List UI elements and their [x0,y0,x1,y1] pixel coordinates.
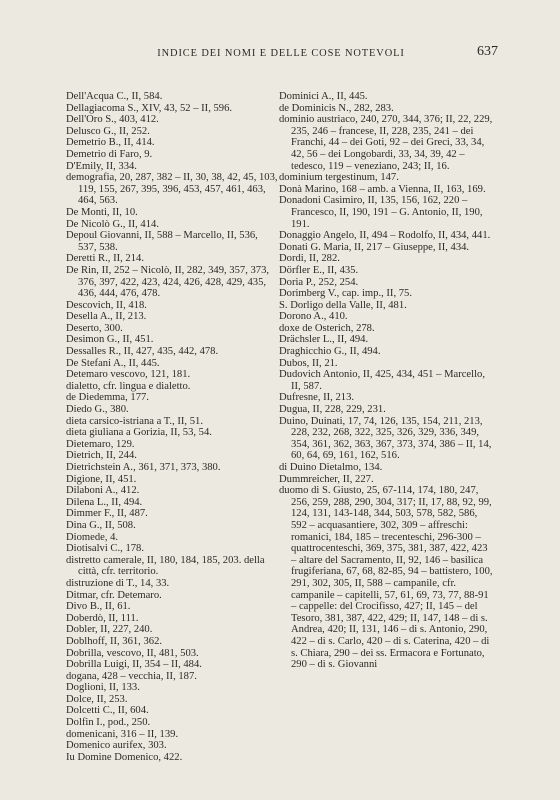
index-entry: Dobrilla Luigi, II, 354 – II, 484. [66,659,202,671]
index-entry: Dimmer F., II, 487. [66,508,148,520]
index-entry: di Duino Dietalmo, 134. [279,462,383,473]
index-entry: Depoul Giovanni, II, 588 – Marcello, II, 536, 537, 538. [66,230,258,253]
index-entry: Donati G. Maria, II, 217 – Giuseppe, II, 434. [279,241,470,253]
index-entry: Digione, II, 451. [66,473,137,485]
index-entry: Dilaboni A., 412. [66,485,140,497]
index-entry: Dietrichstein A., 361, 371, 373, 380. [66,462,221,473]
index-entry: De Nicolò G., II, 414. [66,218,159,230]
index-entry: Deretti R., II, 214. [66,253,144,265]
index-entry: Dolcetti C., II, 604. [66,705,149,717]
index-entry: doxe de Osterich, 278. [279,322,375,334]
index-entry: dominio austriaco, 240, 270, 344, 376; II, 22, 229, 235, 246 – francese, II, 228, 235, 241 – dei Franchi, 44 – dei Goti, 92 – dei Greci, 33, 34, 42, 56 – dei Longobardi, 33, 34, 39, 42 – tedesco, 119 – veneziano, 243; II, 16. [279,114,493,172]
index-entry: Dessalles R., II, 427, 435, 442, 478. [66,346,219,358]
index-entry: Dummreicher, II, 227. [279,473,374,485]
index-entry: Doria P., 252, 254. [279,276,359,288]
index-entry: Dellagiacoma S., XIV, 43, 52 – II, 596. [66,102,233,114]
index-entry: de Dominicis N., 282, 283. [279,102,394,114]
index-entry: de Diedemma, 177. [66,392,149,404]
index-entry: Dugua, II, 228, 229, 231. [279,404,386,416]
index-entry: D'Emily, II, 334. [66,160,137,172]
page-number: 637 [477,44,498,59]
index-entry: Dubos, II, 21. [279,357,338,369]
index-entry: Dobler, II, 227, 240. [66,624,153,636]
index-column-left [66,91,278,763]
index-entry: Delusco G., II, 252. [66,125,150,137]
index-entry: Iu Domine Domenico, 422. [66,751,183,763]
index-entry: Dietrich, II, 244. [66,450,137,462]
index-entry: demografia, 20, 287, 382 – II, 30, 38, 42, 45, 103, 119, 155, 267, 395, 396, 453, 457, 461, 463, 464, 563. [66,172,278,207]
index-entry: Dina G., II, 508. [66,519,136,531]
index-entry: Dell'Oro S., 403, 412. [66,114,159,126]
index-entry: De Rin, II, 252 – Nicolò, II, 282, 349, 357, 373, 376, 397, 422, 423, 424, 426, 428, 429, 435, 436, 444, 476, 478. [66,264,270,300]
index-entry: Demetrio B., II, 414. [66,137,155,149]
index-entry: Diotisalvi C., 178. [66,543,144,555]
index-entry: Dordi, II, 282. [279,253,340,265]
index-entry: Dorimberg V., cap. imp., II, 75. [279,288,412,300]
index-entry: dieta carsico-istriana a T., II, 51. [66,415,203,427]
index-entry: Doblhoff, II, 361, 362. [66,635,163,647]
index-entry: distruzione di T., 14, 33. [66,577,170,589]
index-entry: Dietemaro, 129. [66,438,135,450]
index-entry: Doglioni, II, 133. [66,682,140,694]
index-entry: Diomede, 4. [66,531,119,543]
index-entry: Dell'Acqua C., II, 584. [66,91,163,102]
index-entry: distretto camerale, II, 180, 184, 185, 203. della città, cfr. territorio. [66,554,265,578]
index-entry: Dudovich Antonio, II, 425, 434, 451 – Marcello, II, 587. [279,369,485,392]
index-entry: Doberdò, II, 111. [66,612,139,624]
index-entry: Dörfler E., II, 435. [279,264,359,276]
index-entry: Divo B., II, 61. [66,601,131,613]
index-entry: Dorono A., 410. [279,311,348,323]
index-column-right [279,91,493,671]
index-entry: dialetto, cfr. lingua e dialetto. [66,380,191,392]
index-entry: De Monti, II, 10. [66,206,138,218]
index-entry: Dobrilla, vescovo, II, 481, 503. [66,647,199,659]
index-entry: Draghicchio G., II, 494. [279,346,381,358]
index-entry: Ditmar, cfr. Detemaro. [66,589,162,601]
index-entry: duomo di S. Giusto, 25, 67-114, 174, 180, 247, 256, 259, 288, 290, 304, 317; II, 17, 88, 92, 99, 124, 131, 143-148, 344, 503, 578, 582, 586, 592 – acquasantiere, 302, 309 – affreschi: romanici, 184, 185 – trecenteschi, 296-300 – quattrocenteschi, 369, 375, 381, 387, 422, 423 – altare del Sacramento, II, 92, 146 – basilica frugiferiana, 67, 68, 82-85, 94 – battistero, 100, 291, 302, 305, II, 588 – campanile, cfr. campanile – capitelli, 57, 61, 69, 73, 77, 88-91 – cappelle: del Crocifisso, 427; II, 145 – del Tesoro, 381, 387, 422, 429; II, 147, 148 – di s. Andrea, 420; II, 131, 146 – di s. Antonio, 290, 422 – di s. Carlo, 420 – di s. Caterina, 420 – di s. Chiara, 290 – dei ss. Ermacora e Fortunato, 290 – di s. Giovanni [279,485,493,671]
index-entry: Dominici A., II, 445. [279,91,368,102]
index-entry: Desella A., II, 213. [66,311,147,323]
running-title: INDICE DEI NOMI E DELLE COSE NOTEVOLI [157,48,405,59]
index-entry: S. Dorligo della Valle, II, 481. [279,299,407,311]
index-entry: Diedo G., 380. [66,404,129,416]
index-entry: Deserto, 300. [66,322,123,334]
page-header [66,44,498,68]
index-entry: Donà Marino, 168 – amb. a Vienna, II, 163, 169. [279,183,486,195]
index-entry: Dolfin I., pod., 250. [66,717,151,729]
index-entry: dieta giuliana a Gorizia, II, 53, 54. [66,427,212,439]
index-entry: Donadoni Casimiro, II, 135, 156, 162, 220 – Francesco, II, 190, 191 – G. Antonio, II, 190, 191. [279,195,483,230]
index-entry: Donaggio Angelo, II, 494 – Rodolfo, II, 434, 441. [279,230,491,242]
index-entry: Dolce, II, 253. [66,693,128,705]
index-entry: Dufresne, II, 213. [279,392,355,404]
index-entry: Detemaro vescovo, 121, 181. [66,369,191,381]
index-entry: Domenico aurifex, 303. [66,740,167,752]
index-entry: dominium tergestinum, 147. [279,172,399,184]
index-entry: Desimon G., II, 451. [66,334,154,346]
index-entry: dogana, 428 – vecchia, II, 187. [66,670,197,682]
index-entry: De Stefani A., II, 445. [66,357,160,369]
index-entry: Descovich, II, 418. [66,299,147,311]
index-entry: Duino, Duinati, 17, 74, 126, 135, 154, 211, 213, 228, 232, 268, 322, 325, 326, 329, 336, 349, 354, 361, 362, 363, 367, 373, 374, 386 – II, 14, 60, 64, 69, 161, 162, 516. [279,415,492,462]
index-entry: Dilena L., II, 494. [66,496,143,508]
index-entry: domenicani, 316 – II, 139. [66,728,179,740]
index-entry: Demetrio di Faro, 9. [66,148,153,160]
index-entry: Drächsler L., II, 494. [279,334,369,346]
